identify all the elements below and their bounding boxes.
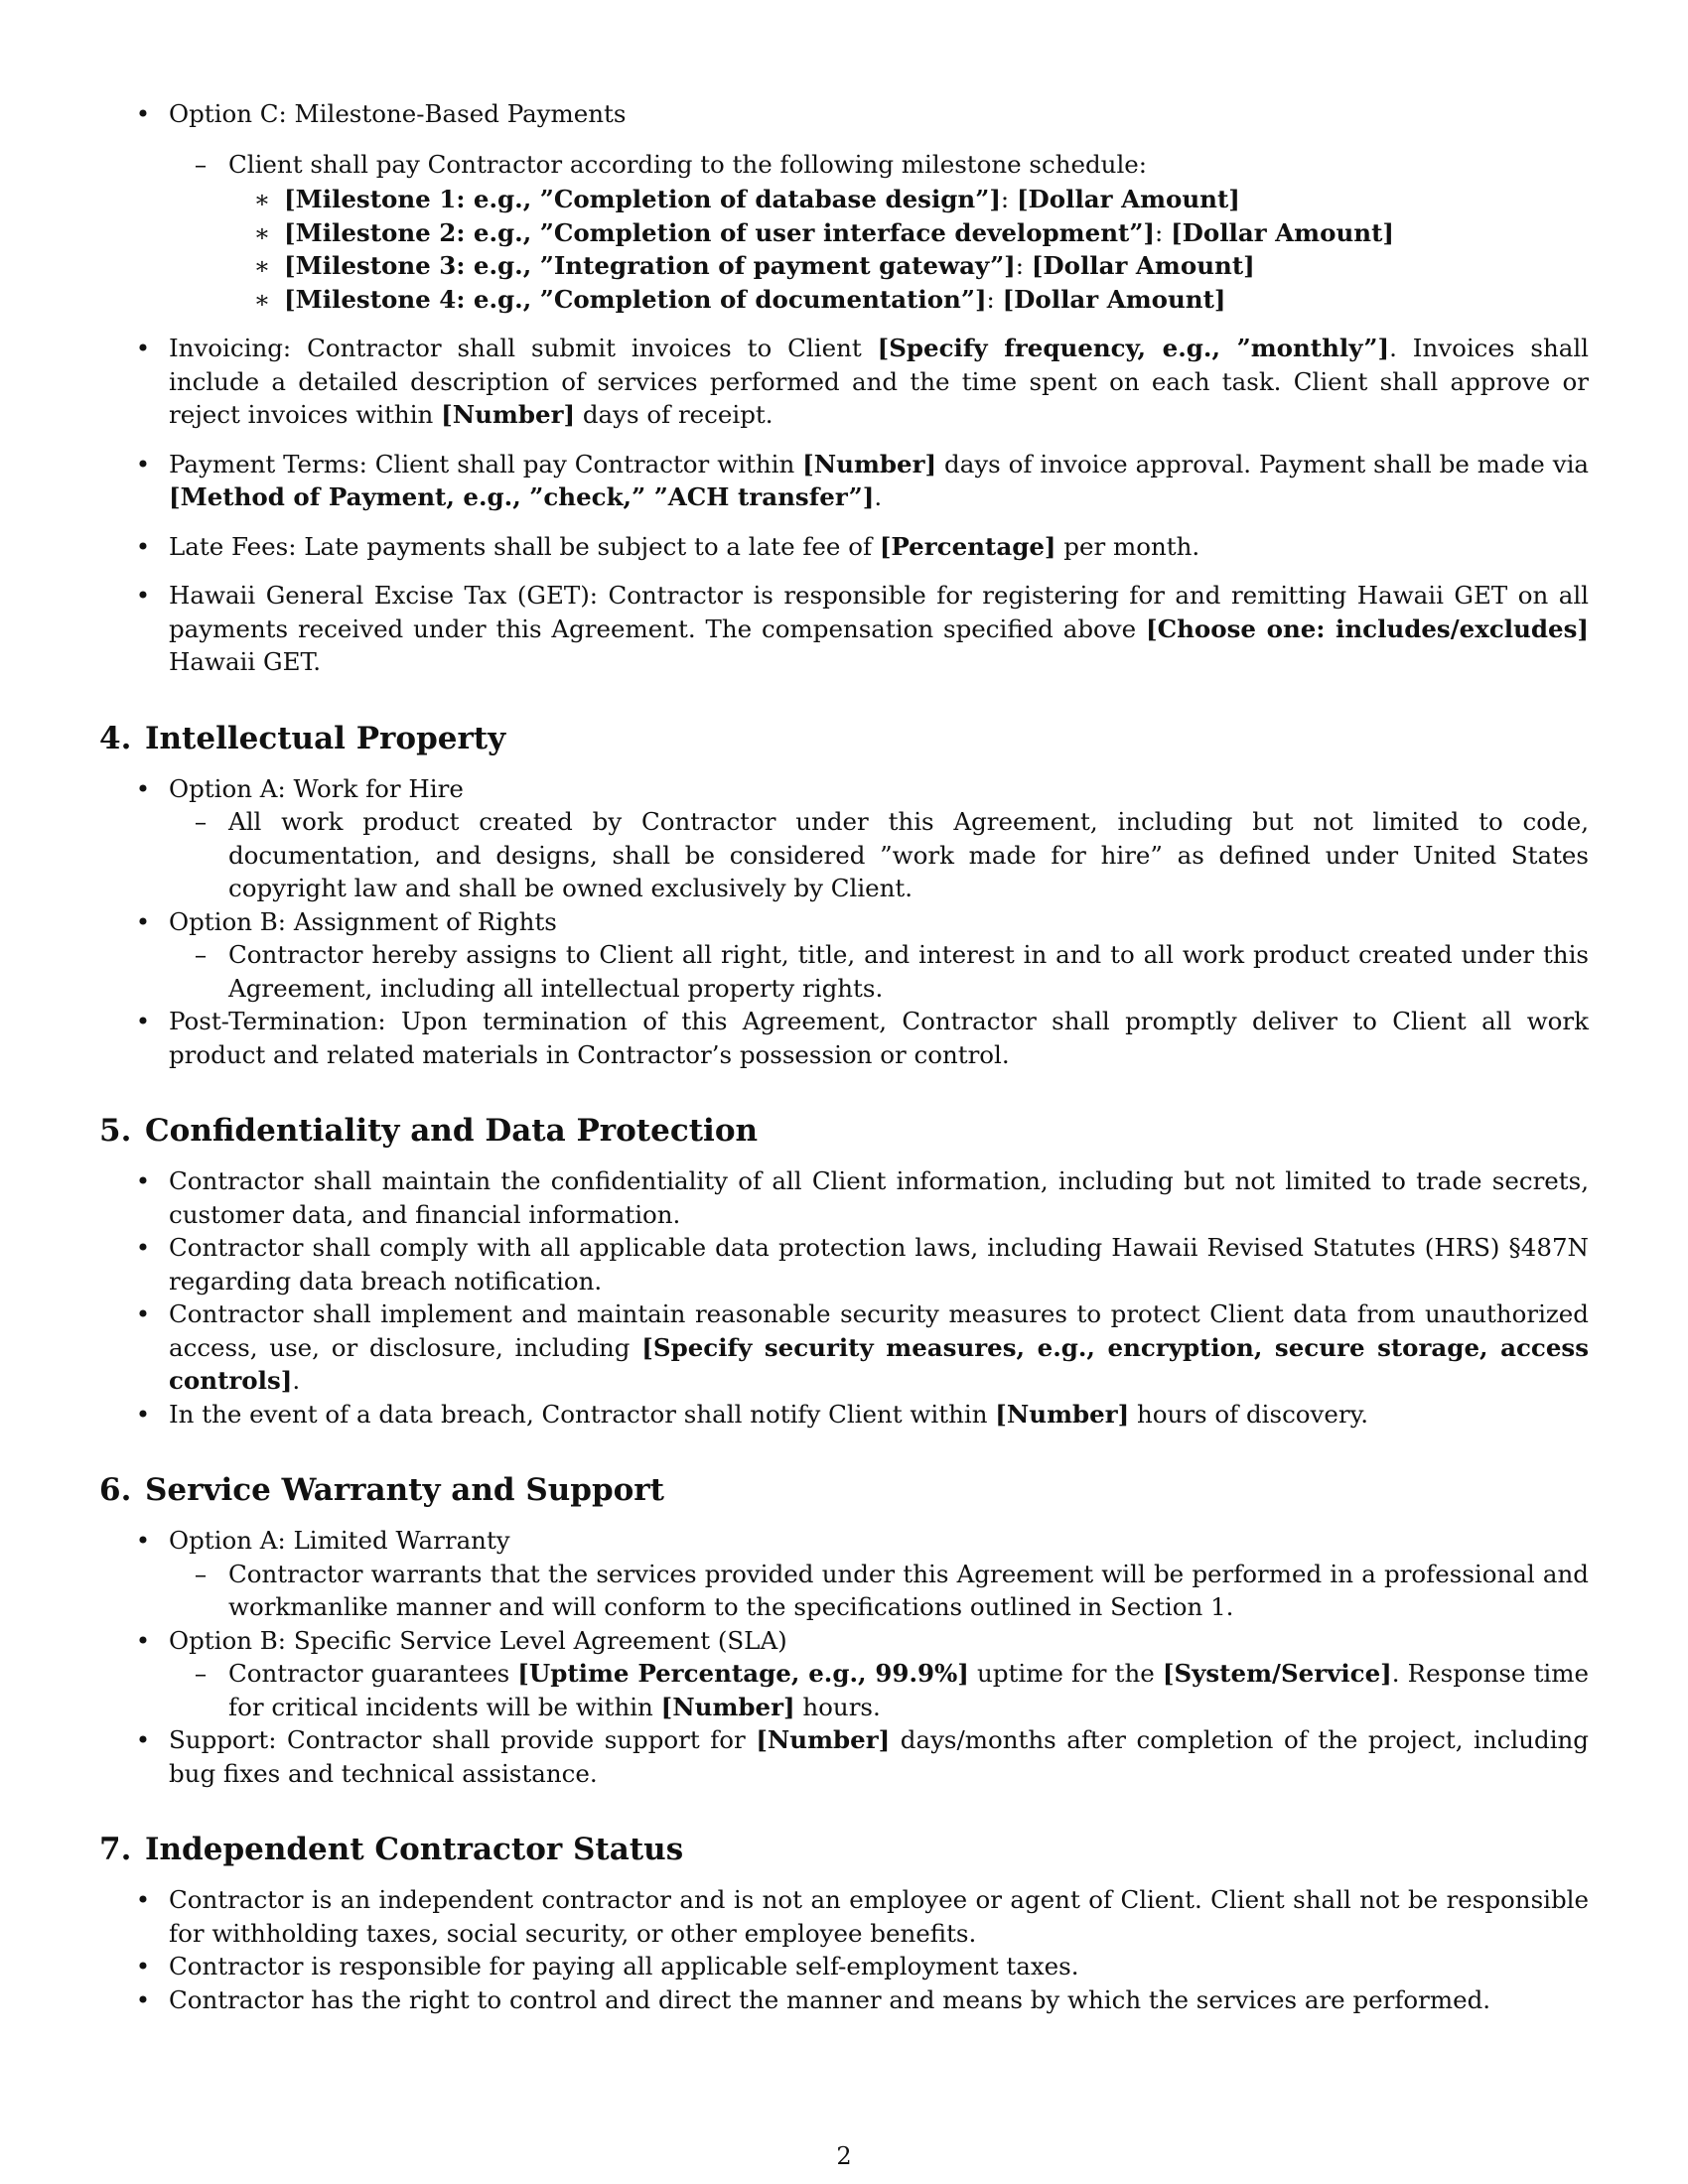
- list-item-option-c-sub: [169, 148, 1589, 317]
- list-item-warranty-option-a: [99, 1524, 1589, 1624]
- milestone-item-1: [228, 183, 1589, 216]
- bullet-icon: •: [135, 1526, 151, 1555]
- bullet-icon: •: [135, 1299, 151, 1328]
- support-duration-placeholder: [Number]: [756, 1725, 891, 1754]
- milestone-amount: [Dollar Amount]: [1016, 185, 1240, 213]
- list-item-ip-option-b: [99, 905, 1589, 1006]
- bullet-icon: •: [135, 1007, 151, 1035]
- bullet-icon: •: [135, 334, 151, 362]
- bullet-icon: •: [135, 1166, 151, 1195]
- get-text: Hawaii General Excise Tax (GET): Contractor is responsible for registering for and remitting Hawaii GET on all payments received under this Agreement. The compensation specified above: [169, 581, 1589, 643]
- bullet-icon: •: [135, 1885, 151, 1914]
- late-fee-percentage-placeholder: [Percentage]: [879, 531, 1056, 561]
- bullet-icon: •: [135, 1952, 151, 1980]
- ip-option-b-text: Contractor hereby assigns to Client all right, title, and interest in and to all work product created under this Agreement, including all intellectual property rights.: [228, 940, 1589, 1003]
- milestone-sep: :: [1015, 251, 1032, 280]
- bullet-icon: •: [135, 531, 151, 561]
- list-item-confidentiality-2: [99, 1231, 1589, 1297]
- breach-hours-placeholder: [Number]: [995, 1399, 1130, 1429]
- dash-icon: –: [194, 1659, 208, 1688]
- option-c-sub-text: Client shall pay Contractor according to the following milestone schedule:: [228, 149, 1148, 179]
- warranty-option-b-label: Option B: Specific Service Level Agreement (SLA): [169, 1625, 787, 1655]
- list-item-confidentiality-4: [99, 1398, 1589, 1432]
- page-number: 2: [836, 2142, 852, 2170]
- list-item-ip-option-b-sub: [169, 938, 1589, 1005]
- sla-text: uptime for the: [968, 1659, 1163, 1688]
- list-item-warranty-option-b-sub: [169, 1657, 1589, 1723]
- invoicing-frequency-placeholder: [Specify frequency, e.g., ”monthly”]: [877, 334, 1390, 362]
- security-text: Contractor shall implement and maintain reasonable security measures to protect Client data from unauthorized access, use, or disclosure, including: [169, 1299, 1589, 1362]
- late-fees-text: Late Fees: Late payments shall be subject to a late fee of: [169, 531, 880, 561]
- milestone-sep: :: [1000, 185, 1017, 213]
- section-heading-5: [99, 1111, 1589, 1151]
- list-item-confidentiality-1: [99, 1164, 1589, 1231]
- dash-icon: –: [194, 149, 208, 179]
- bullet-icon: •: [135, 1233, 151, 1262]
- milestone-item-3: [228, 249, 1589, 283]
- milestone-name: [Milestone 4: e.g., ”Completion of documentation”]: [284, 284, 987, 314]
- section-title: Intellectual Property: [145, 720, 506, 756]
- confidentiality-text: Contractor shall maintain the confidentiality of all Client information, including but not limited to trade secrets, customer data, and financial information.: [169, 1166, 1589, 1229]
- section-heading-4: [99, 719, 1589, 758]
- asterisk-icon: ∗: [253, 251, 271, 280]
- list-item-option-c: [99, 97, 1589, 316]
- support-text: days/months after completion of the project, including bug fixes and technical assistance.: [169, 1725, 1589, 1788]
- payment-terms-text: days of invoice approval. Payment shall be made via: [936, 449, 1590, 478]
- data-protection-text: Contractor shall comply with all applicable data protection laws, including Hawaii Revised Statutes (HRS) §487N regarding data breach notification.: [169, 1233, 1589, 1296]
- bullet-icon: •: [135, 1725, 151, 1754]
- post-termination-text: Post-Termination: Upon termination of this Agreement, Contractor shall promptly deliver to Client all work product and related materials in Contractor’s possession or control.: [169, 1007, 1589, 1069]
- self-employment-tax-text: Contractor is responsible for paying all applicable self-employment taxes.: [169, 1952, 1079, 1980]
- security-text: .: [292, 1366, 301, 1395]
- sla-text: . Response time for critical incidents will be within: [228, 1659, 1589, 1721]
- support-text: Support: Contractor shall provide support for: [169, 1725, 757, 1754]
- section-heading-6: [99, 1470, 1589, 1510]
- ip-option-a-label: Option A: Work for Hire: [169, 773, 464, 803]
- list-item-confidentiality-3: [99, 1297, 1589, 1398]
- warranty-option-a-text: Contractor warrants that the services provided under this Agreement will be performed in a professional and workmanlike manner and will conform to the specifications outlined in Section 1.: [228, 1559, 1589, 1621]
- section-number: 5.: [99, 1113, 132, 1149]
- bullet-icon: •: [135, 1625, 151, 1655]
- section-number: 7.: [99, 1832, 132, 1867]
- list-item-contractor-status-3: [99, 1983, 1589, 2017]
- uptime-placeholder: [Uptime Percentage, e.g., 99.9%]: [517, 1659, 969, 1688]
- milestone-name: [Milestone 1: e.g., ”Completion of database design”]: [284, 185, 1001, 213]
- list-item-hawaii-get: [99, 579, 1589, 679]
- option-c-label: Option C: Milestone-Based Payments: [169, 99, 627, 128]
- invoicing-text: days of receipt.: [575, 400, 774, 429]
- list-item-late-fees: [99, 530, 1589, 564]
- sla-text: Contractor guarantees: [228, 1659, 518, 1688]
- invoicing-text: . Invoices shall include a detailed description of services performed and the time spent on each task. Client shall approve or reject invoices within: [169, 334, 1589, 429]
- list-item-payment-terms: [99, 448, 1589, 514]
- asterisk-icon: ∗: [253, 284, 271, 314]
- section-title: Independent Contractor Status: [145, 1832, 684, 1867]
- list-item-warranty-option-b: [99, 1624, 1589, 1724]
- system-placeholder: [System/Service]: [1162, 1659, 1392, 1688]
- section-number: 6.: [99, 1472, 132, 1508]
- control-text: Contractor has the right to control and direct the manner and means by which the services are performed.: [169, 1984, 1491, 2014]
- get-choice-placeholder: [Choose one: includes/excludes]: [1146, 614, 1590, 643]
- bullet-icon: •: [135, 773, 151, 803]
- asterisk-icon: ∗: [253, 185, 271, 213]
- dash-icon: –: [194, 807, 208, 836]
- payment-method-placeholder: [Method of Payment, e.g., ”check,” ”ACH transfer”]: [169, 482, 875, 511]
- bullet-icon: •: [135, 449, 151, 478]
- section-title: Confidentiality and Data Protection: [145, 1113, 759, 1149]
- milestone-name: [Milestone 3: e.g., ”Integration of payment gateway”]: [284, 251, 1016, 280]
- list-item-invoicing: [99, 332, 1589, 432]
- payment-terms-text: .: [874, 482, 883, 511]
- document-content: [99, 97, 1589, 2016]
- invoicing-text: Invoicing: Contractor shall submit invoices to Client: [169, 334, 878, 362]
- milestone-item-2: [228, 216, 1589, 250]
- ip-option-b-label: Option B: Assignment of Rights: [169, 906, 557, 936]
- invoicing-number-placeholder: [Number]: [441, 400, 576, 429]
- late-fees-text: per month.: [1055, 531, 1200, 561]
- milestone-name: [Milestone 2: e.g., ”Completion of user interface development”]: [284, 217, 1156, 247]
- payment-terms-text: Payment Terms: Client shall pay Contractor within: [169, 449, 803, 478]
- milestone-amount: [Dollar Amount]: [1171, 217, 1394, 247]
- get-text: Hawaii GET.: [169, 647, 321, 676]
- bullet-icon: •: [135, 581, 151, 610]
- list-item-warranty-option-a-sub: [169, 1558, 1589, 1624]
- list-item-post-termination: [99, 1005, 1589, 1071]
- section-number: 4.: [99, 720, 132, 756]
- section-title: Service Warranty and Support: [145, 1472, 664, 1508]
- breach-text: hours of discovery.: [1129, 1399, 1368, 1429]
- list-item-ip-option-a: [99, 772, 1589, 905]
- ip-option-a-text: All work product created by Contractor under this Agreement, including but not limited to code, documentation, and designs, shall be considered ”work made for hire” as defined under United States copyright law and shall be owned exclusively by Client.: [228, 807, 1589, 902]
- milestone-amount: [Dollar Amount]: [1002, 284, 1226, 314]
- bullet-icon: •: [135, 1399, 151, 1429]
- milestone-amount: [Dollar Amount]: [1031, 251, 1255, 280]
- milestone-sep: :: [1155, 217, 1172, 247]
- list-item-ip-option-a-sub: [169, 805, 1589, 905]
- asterisk-icon: ∗: [253, 217, 271, 247]
- dash-icon: –: [194, 940, 208, 969]
- warranty-option-a-label: Option A: Limited Warranty: [169, 1526, 510, 1555]
- milestone-item-4: [228, 283, 1589, 317]
- sla-text: hours.: [794, 1692, 881, 1721]
- list-item-support: [99, 1723, 1589, 1790]
- section-heading-7: [99, 1830, 1589, 1869]
- bullet-icon: •: [135, 1984, 151, 2014]
- list-item-contractor-status-2: [99, 1950, 1589, 1983]
- list-item-contractor-status-1: [99, 1883, 1589, 1950]
- bullet-icon: •: [135, 906, 151, 936]
- dash-icon: –: [194, 1559, 208, 1588]
- security-measures-placeholder: [Specify security measures, e.g., encryption, secure storage, access controls]: [169, 1332, 1589, 1395]
- response-hours-placeholder: [Number]: [660, 1692, 795, 1721]
- bullet-icon: •: [135, 99, 151, 128]
- milestone-sep: :: [986, 284, 1003, 314]
- contractor-status-text: Contractor is an independent contractor and is not an employee or agent of Client. Client shall not be responsible for withholding taxes, social security, or other employee benefits.: [169, 1885, 1589, 1948]
- payment-days-placeholder: [Number]: [802, 449, 937, 478]
- breach-text: In the event of a data breach, Contractor shall notify Client within: [169, 1399, 996, 1429]
